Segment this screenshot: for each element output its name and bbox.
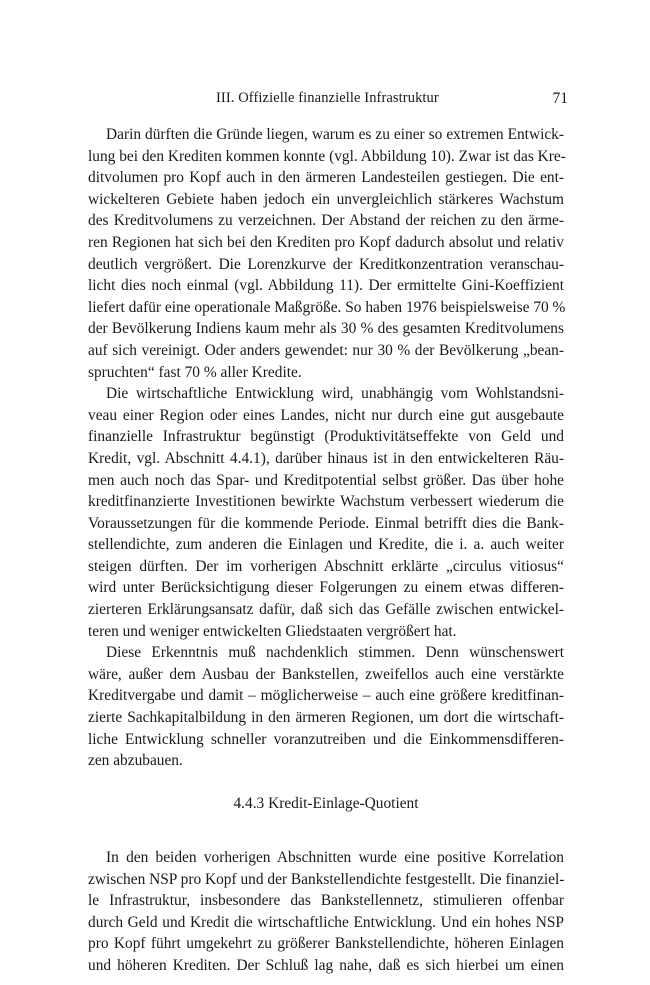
text-line: veau einer Region oder eines Landes, nicht nur durch eine gut ausgebaute	[88, 406, 564, 424]
running-title: III. Offizielle finanzielle Infrastruktur	[216, 90, 439, 106]
text-line: Darin dürften die Gründe liegen, warum es zu einer so extremen Entwick-	[106, 126, 564, 143]
text-line: le Infrastruktur, insbesondere das Bankstellennetz, stimulieren offenbar	[88, 892, 564, 910]
text-line: Diese Erkenntnis muß nachdenklich stimmen. Denn wünschenswert	[106, 644, 564, 662]
paragraph-4	[88, 847, 564, 977]
text-line: durch Geld und Kredit die wirtschaftliche Entwicklung. Und ein hohes NSP	[88, 913, 564, 931]
text-line: ditvolumen pro Kopf auch in den ärmeren Landesteilen gestiegen. Die ent-	[88, 169, 564, 187]
page-number: 71	[552, 90, 568, 107]
spacer	[88, 815, 564, 847]
text-line: und höheren Krediten. Der Schluß lag nahe, daß es sich hierbei um einen	[88, 956, 564, 974]
body-text	[88, 124, 564, 977]
text-line: ren Regionen hat sich bei den Krediten pro Kopf dadurch absolut und relativ	[88, 233, 564, 251]
text-line: wäre, außer dem Ausbau der Bankstellen, zweifellos auch eine verstärkte	[88, 665, 564, 683]
text-line: teren und weniger entwickelten Gliedstaaten vergrößert hat.	[88, 622, 457, 640]
text-line: Die wirtschaftliche Entwicklung wird, unabhängig vom Wohlstandsni-	[106, 385, 564, 403]
text-line: zen abzubauen.	[88, 752, 183, 770]
section-heading: 4.4.3 Kredit-Einlage-Quotient	[233, 795, 419, 813]
text-line: Kredit, vgl. Abschnitt 4.4.1), darüber hinaus ist in den entwickelteren Räu-	[88, 449, 564, 467]
text-line: Kreditvergabe und damit – möglicherweise – auch eine größere kreditfinan-	[88, 687, 564, 705]
text-line: men auch noch das Spar- und Kreditpotential selbst größer. Das über hohe	[88, 471, 564, 489]
paragraph-3	[88, 642, 564, 772]
paragraph-2	[88, 383, 564, 642]
text-line: deutlich vergrößert. Die Lorenzkurve der Kreditkonzentration veranschau-	[88, 255, 564, 273]
text-line: des Kreditvolumens zu verzeichnen. Der Abstand der reichen zu den ärme-	[88, 212, 564, 230]
text-line: auf sich vereinigt. Oder anders gewendet: nur 30 % der Bevölkerung „bean-	[88, 341, 564, 359]
text-line: zierteren Erklärungsansatz dafür, daß sich das Gefälle zwischen entwickel-	[88, 601, 564, 619]
text-line: steigen dürften. Der im vorherigen Abschnitt erklärte „circulus vitiosus“	[88, 557, 564, 575]
text-line: wickelteren Gebiete haben jedoch ein unvergleichlich stärkeres Wachstum	[88, 190, 564, 208]
text-line: licht dies noch einmal (vgl. Abbildung 11). Der ermittelte Gini-Koeffizient	[88, 277, 564, 295]
text-line: In den beiden vorherigen Abschnitten wurde eine positive Korrelation	[106, 849, 564, 866]
text-line: zierte Sachkapitalbildung in den ärmeren Regionen, um dort die wirtschaft-	[88, 709, 564, 727]
spacer	[88, 772, 564, 794]
text-line: kreditfinanzierte Investitionen bewirkte Wachstum verbessert wiederum die	[88, 493, 564, 511]
text-line: pro Kopf führt umgekehrt zu größerer Bankstellendichte, höheren Einlagen	[88, 935, 564, 953]
text-line: liefert dafür eine operationale Maßgröße. So haben 1976 beispielsweise 70 %	[88, 298, 566, 316]
text-line: lung bei den Krediten kommen konnte (vgl. Abbildung 10). Zwar ist das Kre-	[88, 147, 566, 165]
text-line: Voraussetzungen für die kommende Periode. Einmal betrifft dies die Bank-	[88, 514, 564, 532]
paragraph-1	[88, 124, 564, 383]
text-line: wird unter Berücksichtigung dieser Folgerungen zu einem etwas differen-	[88, 579, 564, 597]
text-line: der Bevölkerung Indiens kaum mehr als 30 % des gesamten Kreditvolumens	[88, 320, 564, 338]
text-line: zwischen NSP pro Kopf und der Bankstellendichte festgestellt. Die finanziel-	[88, 870, 565, 888]
running-header	[108, 90, 568, 110]
text-line: finanzielle Infrastruktur begünstigt (Produktivitätseffekte von Geld und	[88, 428, 564, 446]
text-line: liche Entwicklung schneller voranzutreiben und die Einkommensdifferen-	[88, 730, 564, 748]
text-line: spruchten“ fast 70 % aller Kredite.	[88, 363, 302, 381]
text-line: stellendichte, zum anderen die Einlagen und Kredite, die i. a. auch weiter	[88, 536, 564, 554]
